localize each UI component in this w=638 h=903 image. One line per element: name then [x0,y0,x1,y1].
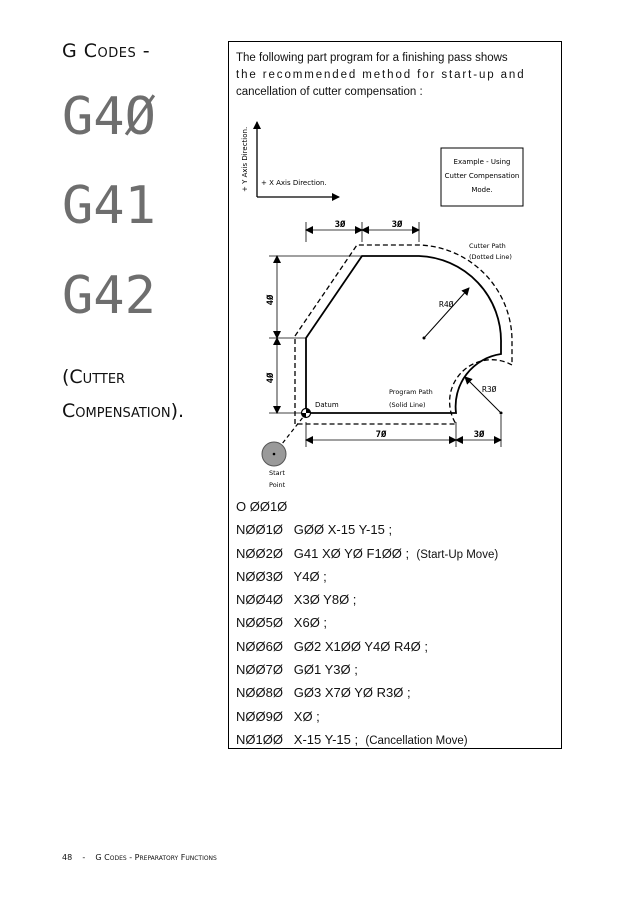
heading-text: G Codes - [62,40,151,62]
program-path-label-2: (Solid Line) [389,401,426,409]
code-g42: G42 [62,266,156,326]
cutter-compensation-diagram [229,42,563,502]
subtitle-line-2: Compensation). [62,400,185,422]
program-line-4: NØØ4Ø X3Ø Y8Ø ; [236,592,357,608]
datum-symbol [302,409,311,418]
dim-left-2: 4Ø [266,372,276,384]
r40-line [424,288,469,338]
program-line-5: NØØ5Ø X6Ø ; [236,615,328,631]
example-line-2: Cutter Compensation [444,172,520,180]
program-line-7: NØØ7Ø GØ1 Y3Ø ; [236,662,358,678]
start-point-label-2: Point [269,481,286,489]
program-line-6: NØØ6Ø GØ2 X1ØØ Y4Ø R4Ø ; [236,638,428,654]
program-line-8: NØØ8Ø GØ3 X7Ø YØ R3Ø ; [236,685,411,701]
r40-label: R4Ø [439,300,454,309]
intro-line-2: the recommended method for start-up and [236,69,526,81]
program-path-label-1: Program Path [389,388,433,396]
code-g41: G41 [62,176,156,236]
code-g40: G4Ø [62,87,156,147]
subtitle-line-1: (Cutter [62,366,126,388]
footer-title: G Codes - Preparatory Functions [95,853,217,862]
datum-label: Datum [315,401,339,409]
page-footer [62,853,217,862]
intro-line-3: cancellation of cutter compensation : [236,86,423,98]
cutter-path-label-2: (Dotted Line) [469,253,512,261]
intro-line-1: The following part program for a finishing pass shows [236,52,508,64]
dim-top-1: 3Ø [334,220,346,230]
dim-left-1: 4Ø [266,294,276,306]
r30-label: R3Ø [482,385,497,394]
program-line-2: NØØ2Ø G41 XØ YØ F1ØØ ; (Start-Up Move) [236,545,499,561]
example-line-3: Mode. [471,186,493,194]
dim-top-2: 3Ø [391,220,403,230]
cutter-path-label-1: Cutter Path [469,242,506,250]
dim-bottom-1: 7Ø [375,430,387,440]
page-number: 48 [62,853,73,862]
y-axis-label: + Y Axis Direction. [241,126,249,192]
example-line-1: Example - Using [453,158,511,166]
program-panel [228,41,562,749]
start-point-label-1: Start [269,469,285,477]
program-line-10: NØ1ØØ X-15 Y-15 ; (Cancellation Move) [236,731,468,747]
program-line-1: NØØ1Ø GØØ X-15 Y-15 ; [236,522,393,538]
r30-line [465,377,501,413]
x-axis-label: + X Axis Direction. [261,179,327,187]
program-line-9: NØØ9Ø XØ ; [236,708,320,724]
footer-separator: - [82,853,86,862]
page-heading [62,40,222,62]
program-line-3: NØØ3Ø Y4Ø ; [236,568,327,584]
dim-bottom-2: 3Ø [473,430,485,440]
part-program [236,499,556,755]
program-line-0: O ØØ1Ø [236,499,288,514]
cutter-path [295,245,512,424]
